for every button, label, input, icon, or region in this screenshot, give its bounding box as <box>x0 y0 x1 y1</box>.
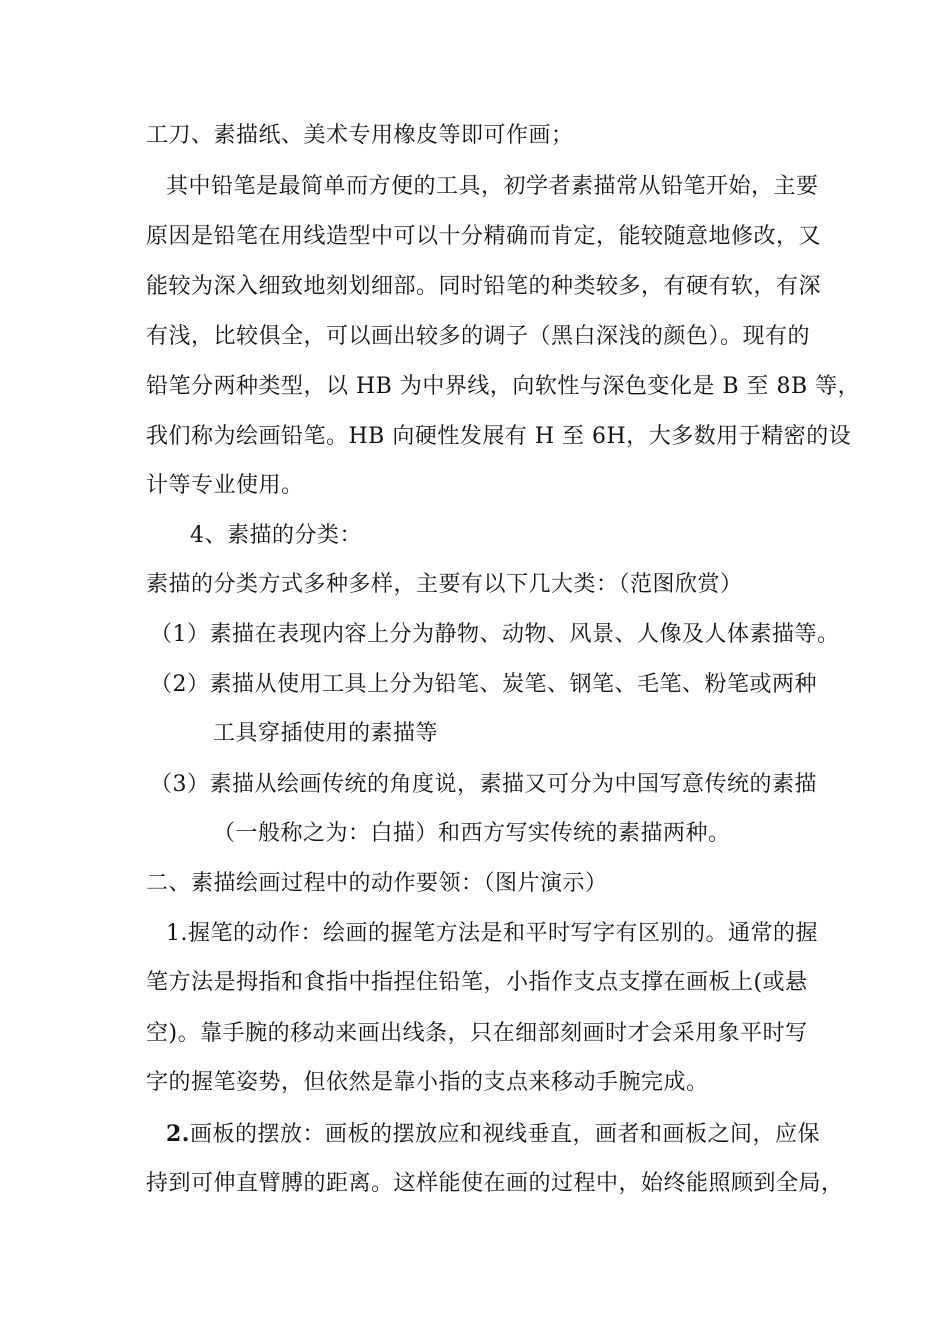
list-item-3: （3）素描从绘画传统的角度说，素描又可分为中国写意传统的素描 <box>150 772 817 797</box>
text-line-4: 能较为深入细致地刻划细部。同时铅笔的种类较多，有硬有软，有深 <box>146 274 822 299</box>
list-item-3-continued: （一般称之为：白描）和西方写实传统的素描两种。 <box>213 821 731 846</box>
item-number-2: 2. <box>166 1121 190 1147</box>
text-line-22: 持到可伸直臂膊的距离。这样能使在画的过程中，始终能照顾到全局， <box>146 1171 844 1196</box>
text-line-7: 我们称为绘画铅笔。HB 向硬性发展有 H 至 6H，大多数用于精密的设 <box>146 424 852 449</box>
text-line-18: 笔方法是拇指和食指中指捏住铅笔，小指作支点支撑在画板上(或悬 <box>146 970 808 995</box>
text-line-2: 其中铅笔是最简单而方便的工具，初学者素描常从铅笔开始，主要 <box>166 174 819 199</box>
text-line-20: 字的握笔姿势，但依然是靠小指的支点来移动手腕完成。 <box>146 1070 709 1095</box>
list-item-2-continued: 工具穿插使用的素描等 <box>213 721 439 746</box>
section-heading-2: 二、素描绘画过程中的动作要领：（图片演示） <box>146 871 608 896</box>
text-line-19: 空)。靠手腕的移动来画出线条，只在细部刻画时才会采用象平时写 <box>146 1021 808 1046</box>
text-line-10: 素描的分类方式多种多样，主要有以下几大类：（范图欣赏） <box>146 572 743 597</box>
text-line-3: 原因是铅笔在用线造型中可以十分精确而肯定，能较随意地修改，又 <box>146 224 822 249</box>
text-line-6: 铅笔分两种类型，以 HB 为中界线，向软性与深色变化是 B 至 8B 等， <box>146 374 861 399</box>
list-item-2: （2）素描从使用工具上分为铅笔、炭笔、钢笔、毛笔、粉笔或两种 <box>150 672 817 697</box>
text-line-8: 计等专业使用。 <box>146 473 304 498</box>
text-line-21 <box>166 1119 820 1150</box>
list-item-1: （1）素描在表现内容上分为静物、动物、风景、人像及人体素描等。 <box>150 622 840 647</box>
text-line-1: 工刀、素描纸、美术专用橡皮等即可作画； <box>146 123 574 148</box>
section-heading-4: 4、素描的分类： <box>190 523 362 548</box>
text-line-5: 有浅，比较俱全，可以画出较多的调子（黑白深浅的颜色）。现有的 <box>146 324 811 349</box>
text-line-21-body: 画板的摆放：画板的摆放应和视线垂直，画者和画板之间，应保 <box>189 1122 820 1147</box>
text-line-17: 1.握笔的动作：绘画的握笔方法是和平时写字有区别的。通常的握 <box>166 921 818 946</box>
